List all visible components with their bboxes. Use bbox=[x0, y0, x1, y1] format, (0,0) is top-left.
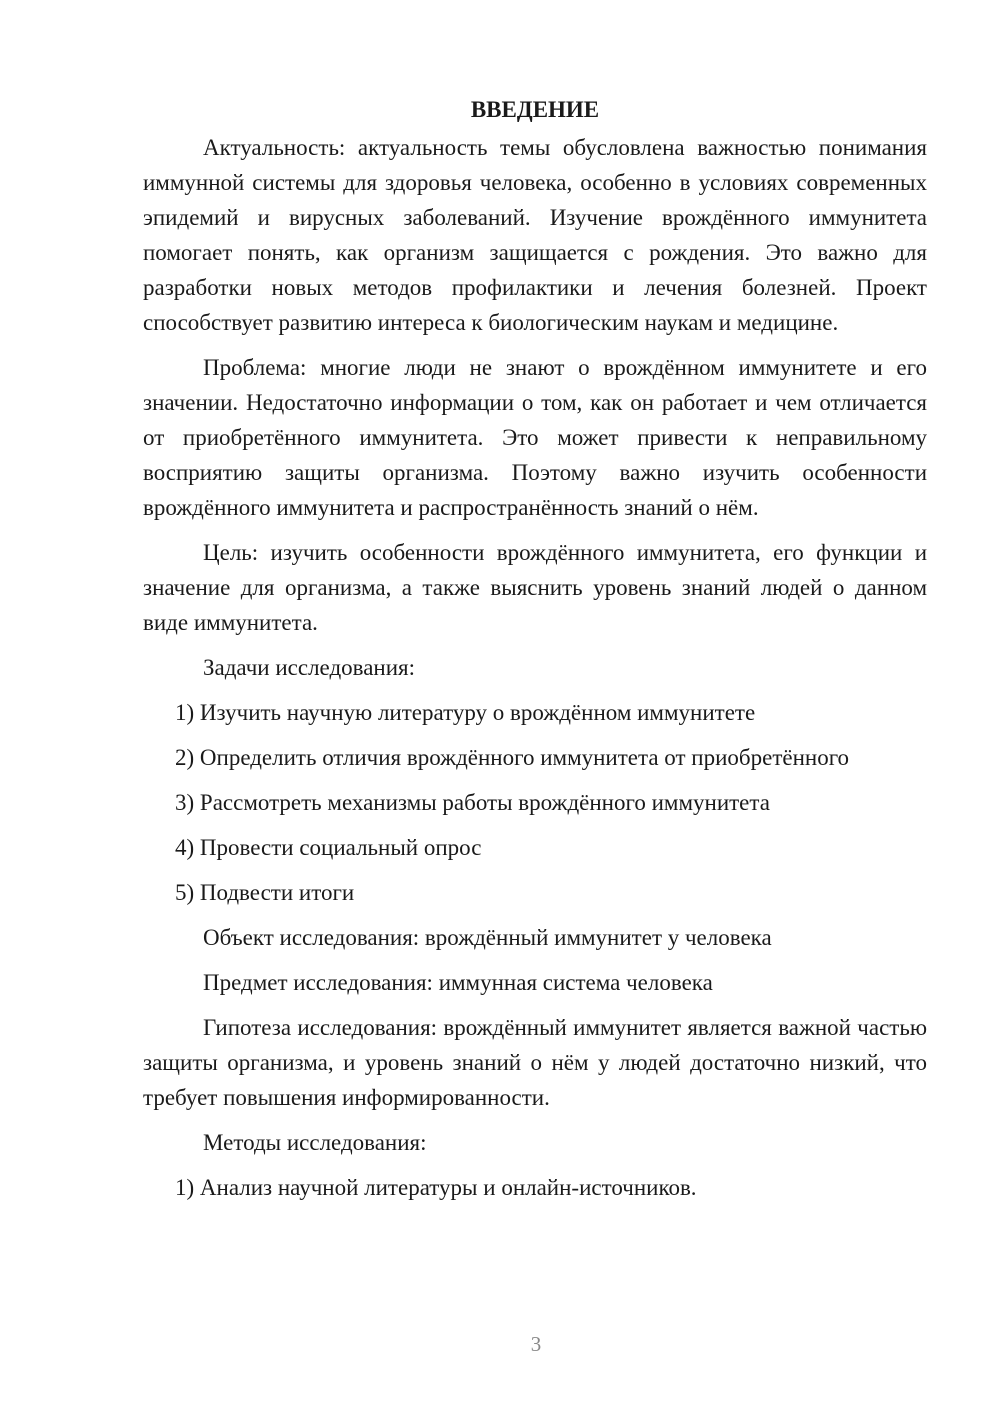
tasks-title: Задачи исследования: bbox=[203, 655, 416, 680]
methods-title: Методы исследования: bbox=[203, 1130, 427, 1155]
list-item: 2) Определить отличия врождённого иммунитета от приобретённого bbox=[175, 745, 850, 770]
list-item: 1) Изучить научную литературу о врождённом иммунитете bbox=[175, 700, 756, 725]
tasks-list bbox=[143, 695, 927, 910]
section-heading: ВВЕДЕНИЕ bbox=[470, 97, 600, 122]
methods-list bbox=[143, 1170, 927, 1205]
page-content bbox=[143, 92, 927, 1215]
list-item: 5) Подвести итоги bbox=[175, 880, 355, 905]
page-number: 3 bbox=[530, 1332, 542, 1356]
hypothesis-paragraph: Гипотеза исследования: врождённый иммунитет является важной частью защиты организма, и уровень знаний о нём у людей достаточно низкий, что требует повышения информированности. bbox=[143, 1015, 927, 1110]
subject-line: Предмет исследования: иммунная система человека bbox=[203, 970, 713, 995]
list-item: 1) Анализ научной литературы и онлайн-источников. bbox=[175, 1175, 697, 1200]
problem-paragraph: Проблема: многие люди не знают о врождённом иммунитете и его значении. Недостаточно информации о том, как он работает и чем отличается от приобретённого иммунитета. Это может привести к неправильному восприятию защиты организма. Поэтому важно изучить особенности врождённого иммунитета и распространённость знаний о нём. bbox=[143, 355, 927, 520]
list-item: 4) Провести социальный опрос bbox=[175, 835, 482, 860]
list-item: 3) Рассмотреть механизмы работы врождённого иммунитета bbox=[175, 790, 770, 815]
relevance-paragraph: Актуальность: актуальность темы обусловлена важностью понимания иммунной системы для здоровья человека, особенно в условиях современных эпидемий и вирусных заболеваний. Изучение врождённого иммунитета помогает понять, как организм защищается с рождения. Это важно для разработки новых методов профилактики и лечения болезней. Проект способствует развитию интереса к биологическим наукам и медицине. bbox=[143, 135, 927, 335]
goal-paragraph: Цель: изучить особенности врождённого иммунитета, его функции и значение для организма, а также выяснить уровень знаний людей о данном виде иммунитета. bbox=[143, 540, 927, 635]
object-line: Объект исследования: врождённый иммунитет у человека bbox=[203, 925, 772, 950]
